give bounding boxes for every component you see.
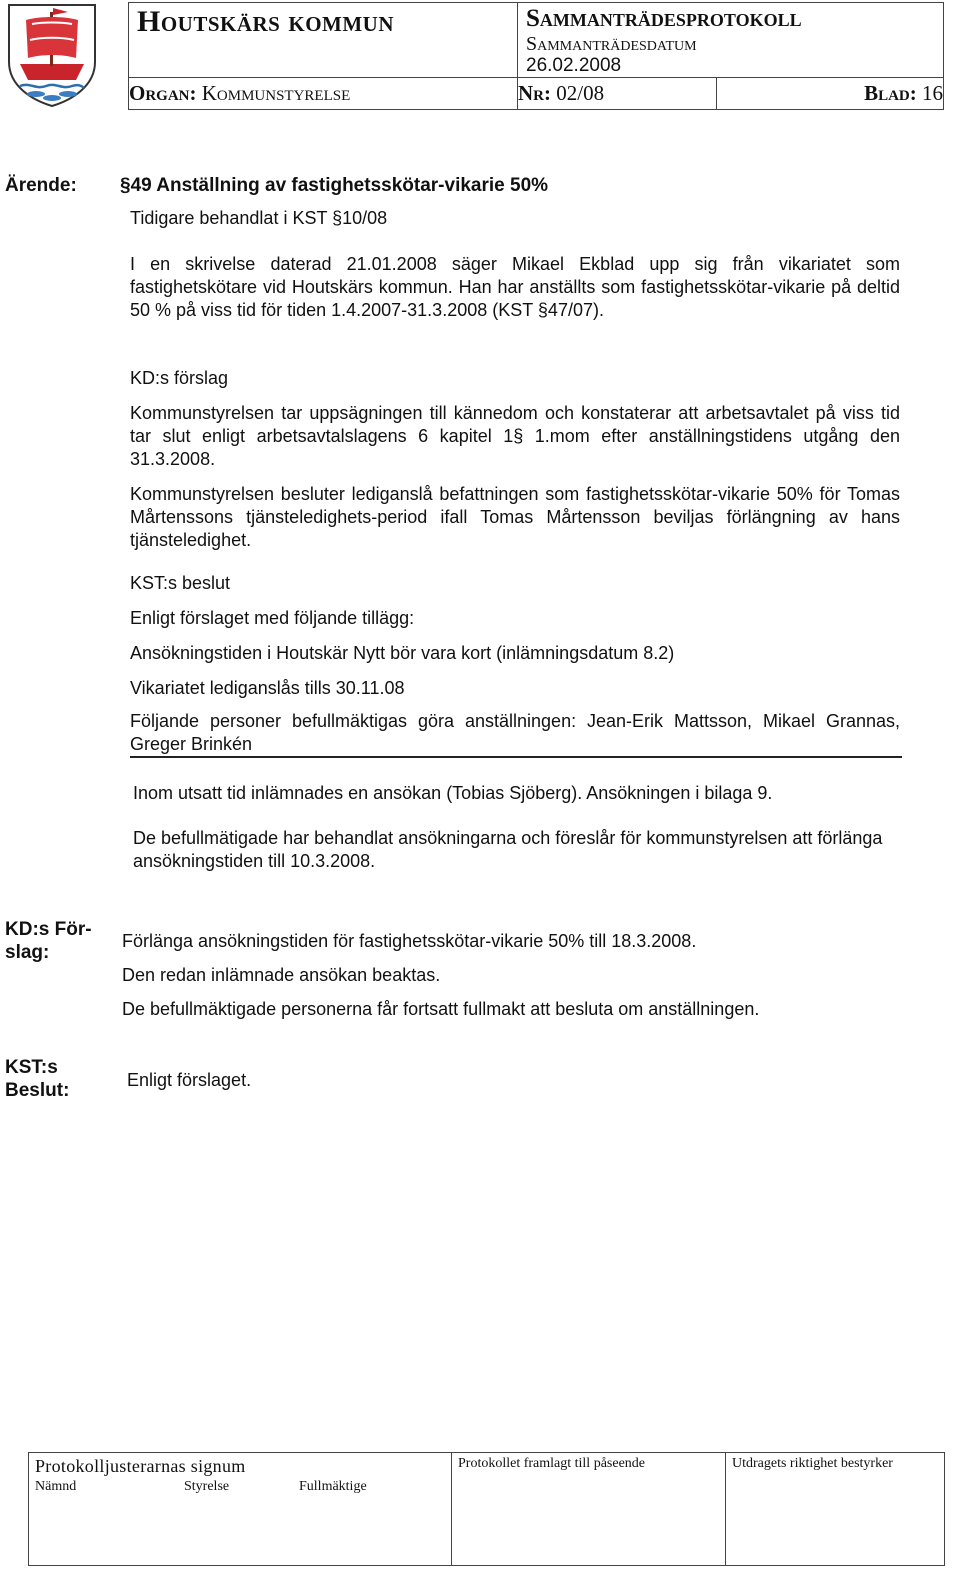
protocol-title: Sammanträdesprotokoll xyxy=(526,5,802,32)
kst-decision-heading: KST:s beslut xyxy=(130,573,231,593)
decision-label-line-2: Beslut: xyxy=(5,1080,70,1101)
application-received: Inom utsatt tid inlämnades en ansökan (Tobias Sjöberg). Ansökningen i bilaga 9. xyxy=(133,783,773,803)
matter-label: Ärende: xyxy=(5,175,77,196)
meeting-date: 26.02.2008 xyxy=(526,55,622,76)
decision-line-1: Enligt förslaget med följande tillägg: xyxy=(130,608,415,628)
page-cell xyxy=(717,78,944,110)
kd-proposal-paragraph-2: Kommunstyrelsen besluter lediganslå befattningen som fastighetsskötar-vikarie 50% för Tomas Mårtenssons tjänsteledighets-period ifall Tomas Mårtensson beviljas förlängning av hans tjänsteledighet. xyxy=(130,484,900,550)
municipality-cell xyxy=(129,3,518,78)
municipal-coat-of-arms-logo xyxy=(6,2,98,108)
number-value: 02/08 xyxy=(556,81,605,105)
proposal-label-line-2: slag: xyxy=(5,942,50,963)
signature-columns xyxy=(29,1477,451,1495)
certify-label: Utdragets riktighet bestyrker xyxy=(732,1456,893,1471)
posted-label: Protokollet framlagt till påseende xyxy=(458,1456,646,1471)
matter-title: §49 Anställning av fastighetsskötar-vikarie 50% xyxy=(120,175,549,196)
number-cell xyxy=(518,78,717,110)
decision-line-4: Följande personer befullmäktigas göra anställningen: Jean-Erik Mattsson, Mikael Grannas, Greger Brinkén xyxy=(130,711,900,754)
protocol-title-cell xyxy=(518,3,944,78)
protocol-header xyxy=(128,2,944,110)
signature-title: Protokolljusterarnas signum xyxy=(35,1456,246,1476)
proposal-item-2: Den redan inlämnade ansökan beaktas. xyxy=(122,965,441,985)
styrelse-label: Styrelse xyxy=(184,1479,230,1494)
kd-proposal-heading: KD:s förslag xyxy=(130,368,229,388)
namnd-label: Nämnd xyxy=(35,1479,77,1494)
page-label: Blad: xyxy=(864,81,917,105)
kd-proposal-paragraph-1: Kommunstyrelsen tar uppsägningen till kännedom och konstaterar att arbetsavtalet på viss tid tar slut enligt arbetsavtalslagens 6 kapitel 1§ 1.mom efter anställningstidens utgång den 31.3.2008. xyxy=(130,403,900,469)
page-number: 16 xyxy=(922,81,943,105)
extension-paragraph: De befullmätigade har behandlat ansökningarna och föreslår för kommunstyrelsen att förlänga ansökningstiden till 10.3.2008. xyxy=(133,828,883,871)
decision-line-3: Vikariatet lediganslås tills 30.11.08 xyxy=(130,678,405,698)
earlier-handling: Tidigare behandlat i KST §10/08 xyxy=(130,208,388,228)
resignation-paragraph: I en skrivelse daterad 21.01.2008 säger Mikael Ekblad upp sig från vikariatet som fastighetskötare vid Houtskärs kommun. Han har anställts som fastighetsskötar-vikarie på deltid 50 % på viss tid för tiden 1.4.2007-31.3.2008 (KST §47/07). xyxy=(130,254,900,320)
decision-label-line-1: KST:s xyxy=(5,1057,58,1078)
organ-cell xyxy=(129,78,518,110)
municipality-name: Houtskärs kommun xyxy=(137,5,395,38)
signature-footer xyxy=(28,1452,945,1566)
meeting-date-label: Sammanträdesdatum xyxy=(526,33,697,55)
fullmaktige-label: Fullmäktige xyxy=(299,1479,367,1494)
proposal-item-3: De befullmäktigade personerna får fortsatt fullmakt att besluta om anställningen. xyxy=(122,999,760,1019)
signature-cell xyxy=(29,1453,452,1566)
organ-value: Kommunstyrelse xyxy=(201,81,351,105)
decision-line-2: Ansökningstiden i Houtskär Nytt bör vara kort (inlämningsdatum 8.2) xyxy=(130,643,675,663)
section-divider xyxy=(130,756,902,758)
decision-text: Enligt förslaget. xyxy=(127,1070,252,1090)
organ-label: Organ: xyxy=(129,81,197,105)
proposal-item-1: Förlänga ansökningstiden för fastighetsskötar-vikarie 50% till 18.3.2008. xyxy=(122,931,697,951)
posted-cell xyxy=(452,1453,726,1566)
number-label: Nr: xyxy=(518,81,551,105)
proposal-label-line-1: KD:s För- xyxy=(5,919,92,940)
certify-cell xyxy=(726,1453,945,1566)
